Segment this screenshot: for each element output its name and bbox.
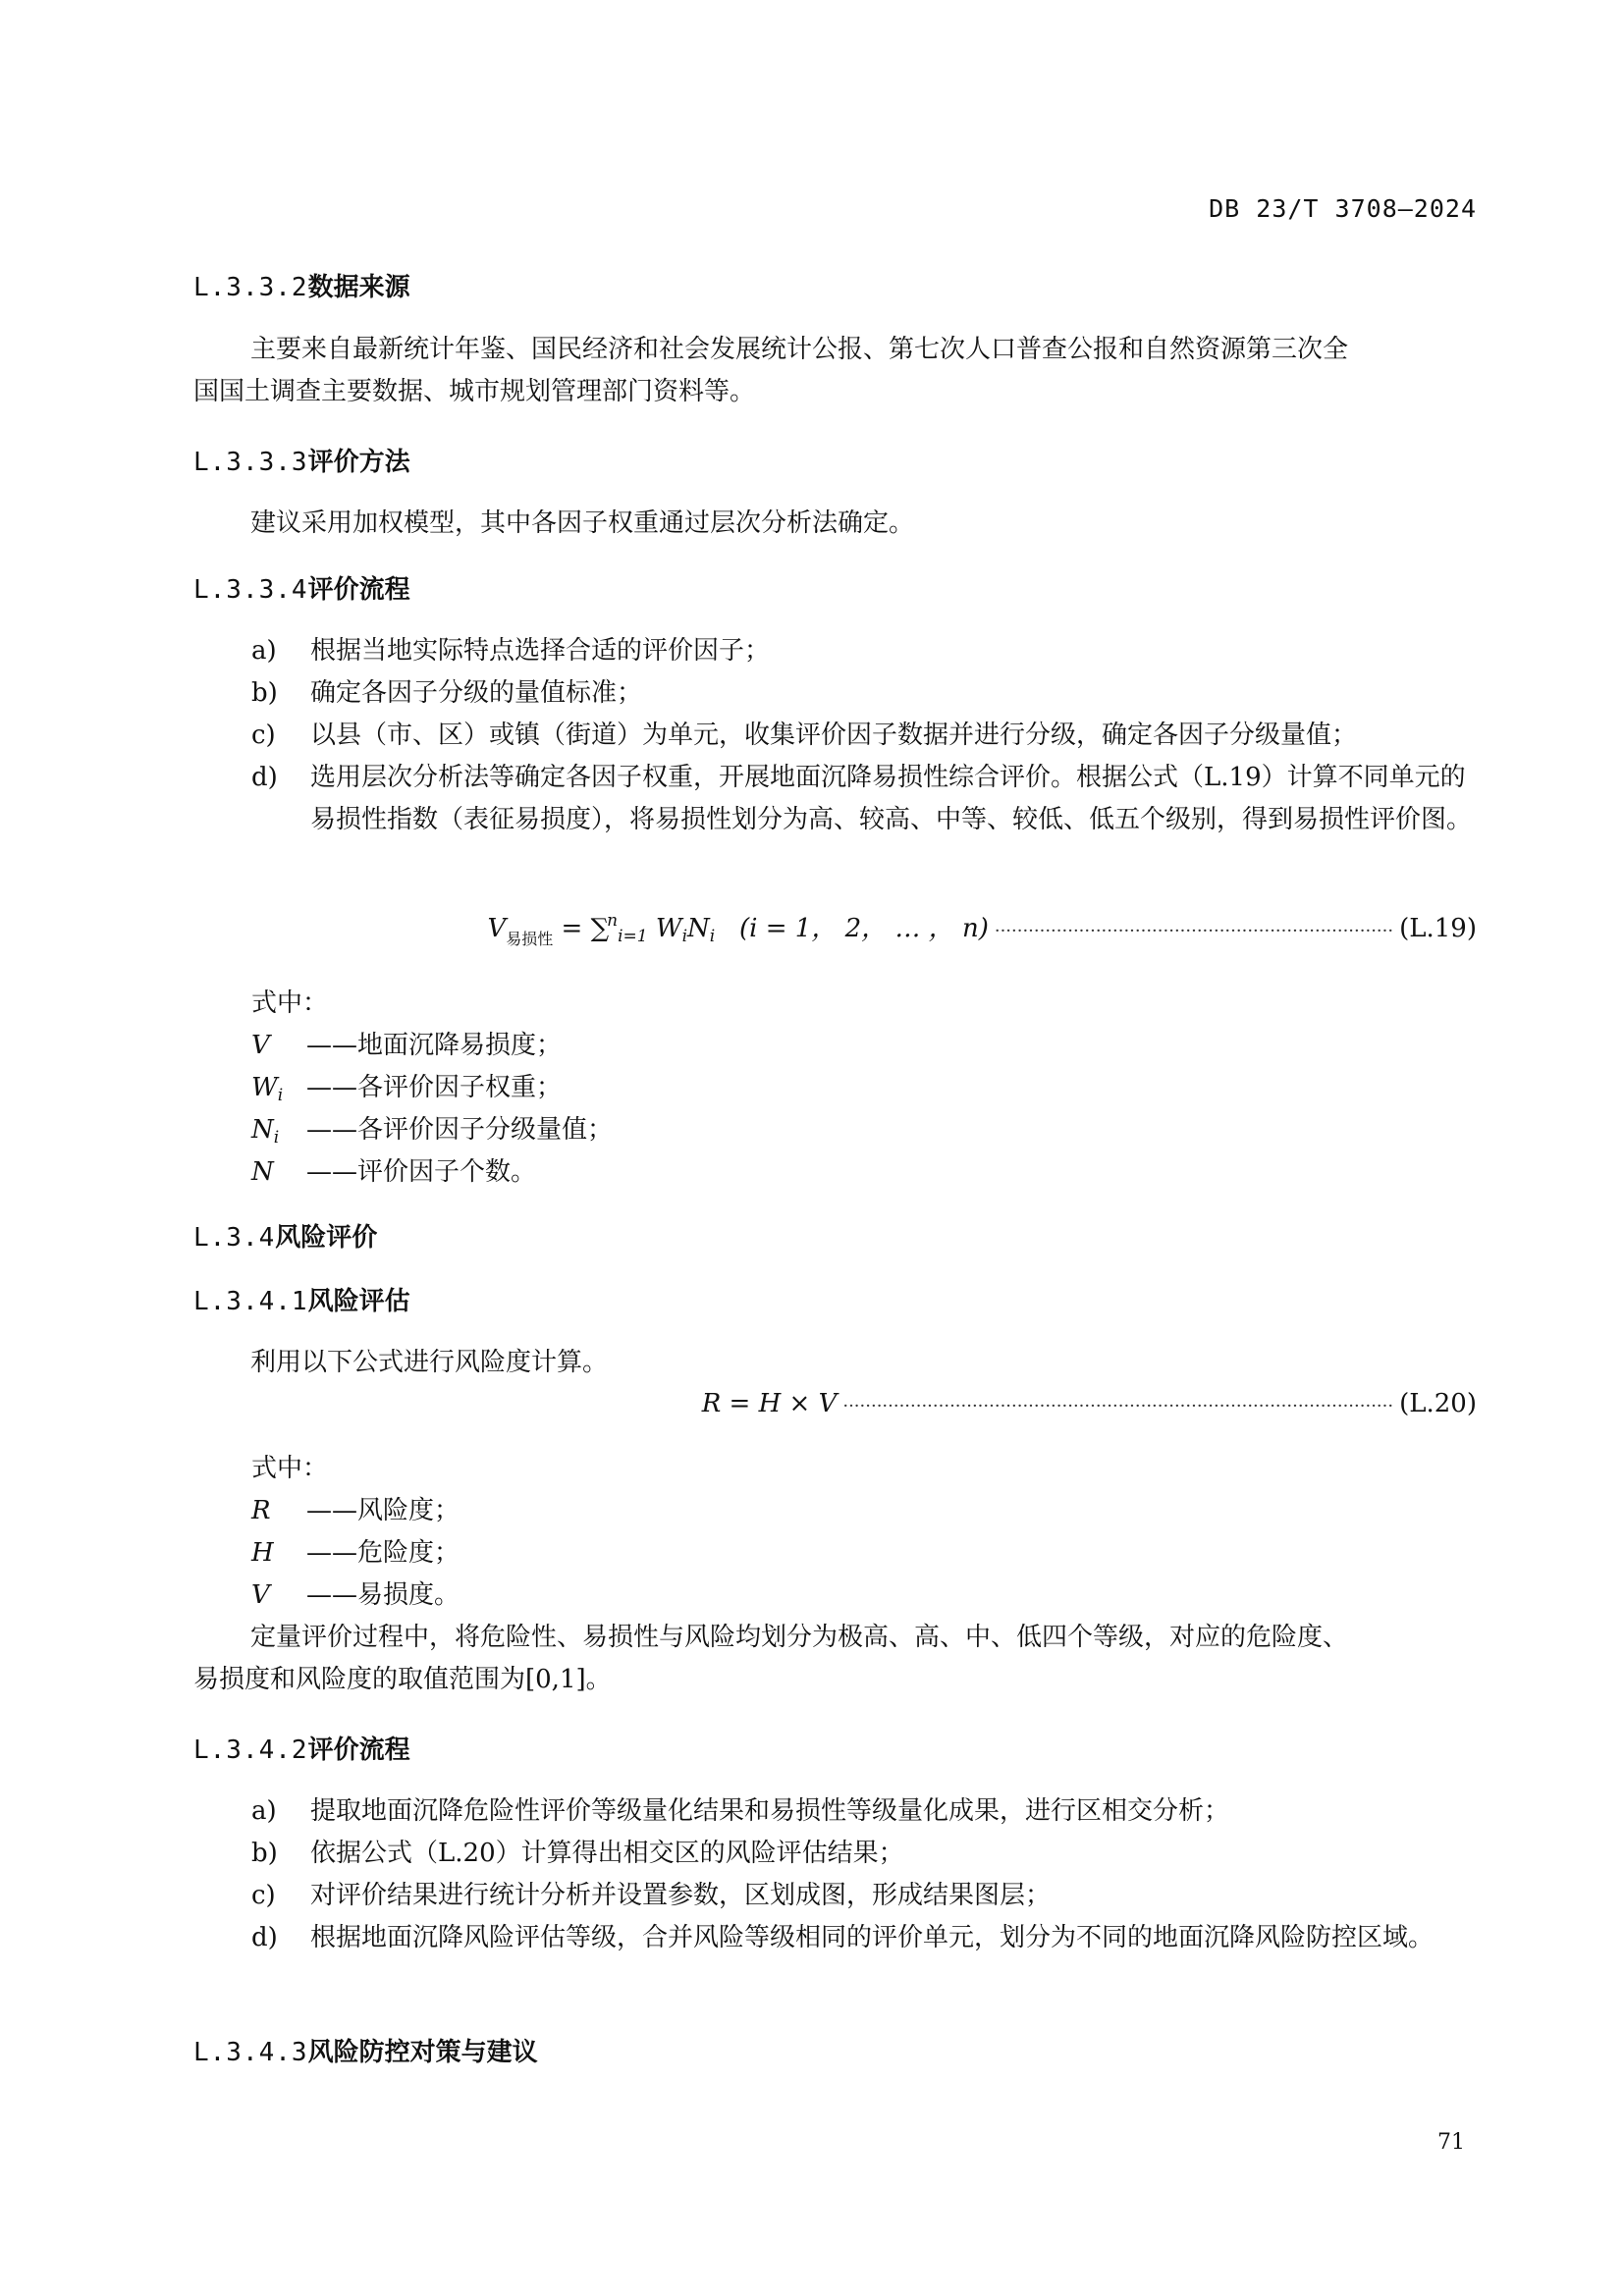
section-title: 数据来源 <box>307 273 410 302</box>
section-number: L.3.3.4 <box>193 575 308 605</box>
symbol: V <box>251 1580 270 1610</box>
list-text: 以县（市、区）或镇（街道）为单元，收集评价因子数据并进行分级，确定各因子分级量值； <box>310 721 1358 750</box>
definition-text: ——危险度； <box>306 1538 460 1568</box>
symbol: N <box>251 1157 274 1187</box>
section-title: 评价流程 <box>307 575 410 605</box>
quantitative-paragraph <box>193 1617 1482 1701</box>
definition-text: ——评价因子个数。 <box>306 1157 537 1187</box>
section-number: L.3.3.2 <box>193 273 308 302</box>
section-number: L.3.4.1 <box>193 1287 308 1316</box>
section-heading-l333 <box>193 442 410 478</box>
formula-sum-upper: n <box>607 911 619 931</box>
definition-row <box>251 1532 460 1569</box>
method-paragraph <box>193 503 1482 545</box>
formula-leader-dots: ······································································· <box>994 921 1394 941</box>
section-number: L.3.4.3 <box>193 2038 308 2067</box>
list-text: 根据地面沉降风险评估等级，合并风险等级相同的评价单元，划分为不同的地面沉降风险防控区域。 <box>310 1923 1435 1952</box>
symbol: R <box>251 1496 271 1525</box>
list-marker: a) <box>251 636 277 666</box>
data-source-paragraph <box>193 329 1482 413</box>
list-marker: b) <box>251 678 278 708</box>
list-text: 根据当地实际特点选择合适的评价因子； <box>310 636 771 666</box>
section-title: 风险评估 <box>307 1287 410 1316</box>
section-heading-l34 <box>193 1217 377 1254</box>
section-number: L.3.4 <box>193 1223 276 1253</box>
formula-number: (L.19) <box>1399 914 1477 943</box>
paragraph-line: 建议采用加权模型，其中各因子权重通过层次分析法确定。 <box>250 508 915 538</box>
list-marker: c) <box>251 721 276 750</box>
paragraph-line: 易损度和风险度的取值范围为[0,1]。 <box>193 1665 612 1694</box>
definition-row <box>251 1067 562 1105</box>
section-title: 评价流程 <box>307 1735 410 1765</box>
symbol: Ni <box>251 1115 280 1148</box>
definition-row <box>251 1151 536 1190</box>
section-heading-l332 <box>193 267 410 303</box>
definition-text: ——各评价因子权重； <box>306 1073 563 1102</box>
list-text: 选用层次分析法等确定各因子权重，开展地面沉降易损性综合评价。根据公式（L.19）计算不同单元的易损性指数（表征易损度），将易损性划分为高、较高、中等、较低、低五个级别，得到易损性评价图。 <box>310 763 1473 834</box>
definition-text: ——风险度； <box>306 1496 460 1525</box>
document-id: DB 23/T 3708—2024 <box>1209 194 1477 223</box>
formula-number: (L.20) <box>1399 1389 1477 1418</box>
formula-sum-lower: i=1 <box>618 927 648 946</box>
formula-expression: R = H × V <box>701 1389 838 1418</box>
list-marker: d) <box>251 763 278 792</box>
section-heading-l343 <box>193 2032 538 2068</box>
formula-sum-sign: = ∑ <box>553 914 610 943</box>
paragraph-line: 定量评价过程中，将危险性、易损性与风险均划分为极高、高、中、低四个等级，对应的危险度、 <box>250 1623 1349 1652</box>
section-heading-l342 <box>193 1730 410 1766</box>
list-text: 对评价结果进行统计分析并设置参数，区划成图，形成结果图层； <box>310 1881 1052 1910</box>
formula-lhs: V <box>487 914 507 943</box>
risk-intro-paragraph <box>193 1342 1482 1384</box>
definitions-intro: 式中： <box>251 1454 329 1483</box>
list-text: 提取地面沉降危险性评价等级量化结果和易损性等级量化成果，进行区相交分析； <box>310 1796 1230 1826</box>
paragraph-line: 利用以下公式进行风险度计算。 <box>250 1348 609 1377</box>
list-item <box>251 630 1482 672</box>
formula-range: (i = 1， 2， … ， n) <box>739 914 989 943</box>
definition-text: ——易损度。 <box>306 1580 460 1610</box>
section-number: L.3.4.2 <box>193 1735 308 1765</box>
formula-weight: W <box>655 914 682 943</box>
list-item <box>251 1875 1482 1917</box>
symbol: V <box>251 1031 270 1060</box>
definition-text: ——各评价因子分级量值； <box>306 1115 614 1145</box>
formula-weight-index: i <box>681 927 688 946</box>
list-marker: d) <box>251 1923 278 1952</box>
list-text: 确定各因子分级的量值标准； <box>310 678 643 708</box>
formula-l19 <box>487 908 1477 949</box>
list-item <box>251 1790 1482 1833</box>
section-title: 风险评价 <box>275 1223 378 1253</box>
formula-leader-dots: ·································································································· <box>842 1396 1394 1416</box>
section-heading-l341 <box>193 1281 410 1317</box>
symbol: Wi <box>251 1073 284 1105</box>
definition-row <box>251 1490 460 1526</box>
formula-l20 <box>702 1389 1477 1418</box>
paragraph-line: 主要来自最新统计年鉴、国民经济和社会发展统计公报、第七次人口普查公报和自然资源第三次全 <box>250 335 1349 364</box>
list-marker: b) <box>251 1839 278 1868</box>
page-number: 71 <box>1437 2130 1465 2155</box>
formula-value-index: i <box>709 927 716 946</box>
paragraph-line: 国国土调查主要数据、城市规划管理部门资料等。 <box>193 377 756 406</box>
list-marker: a) <box>251 1796 277 1826</box>
definitions-intro: 式中： <box>251 988 329 1018</box>
formula-value: N <box>687 914 710 943</box>
list-text: 依据公式（L.20）计算得出相交区的风险评估结果； <box>310 1839 904 1868</box>
list-item <box>251 715 1482 757</box>
section-number: L.3.3.3 <box>193 448 308 477</box>
list-item <box>251 1917 1482 1959</box>
definition-row <box>251 1109 613 1148</box>
definition-text: ——地面沉降易损度； <box>306 1031 563 1060</box>
definition-row <box>251 1025 562 1063</box>
section-heading-l334 <box>193 569 410 606</box>
section-title: 评价方法 <box>307 448 410 477</box>
definition-row <box>251 1575 460 1611</box>
section-title: 风险防控对策与建议 <box>307 2038 538 2067</box>
symbol: H <box>251 1538 274 1568</box>
list-item <box>251 672 1482 715</box>
list-item <box>251 757 1482 841</box>
formula-lhs-subscript: 易损性 <box>506 930 554 948</box>
list-item <box>251 1833 1482 1875</box>
formula-expression <box>487 908 988 949</box>
list-marker: c) <box>251 1881 276 1910</box>
